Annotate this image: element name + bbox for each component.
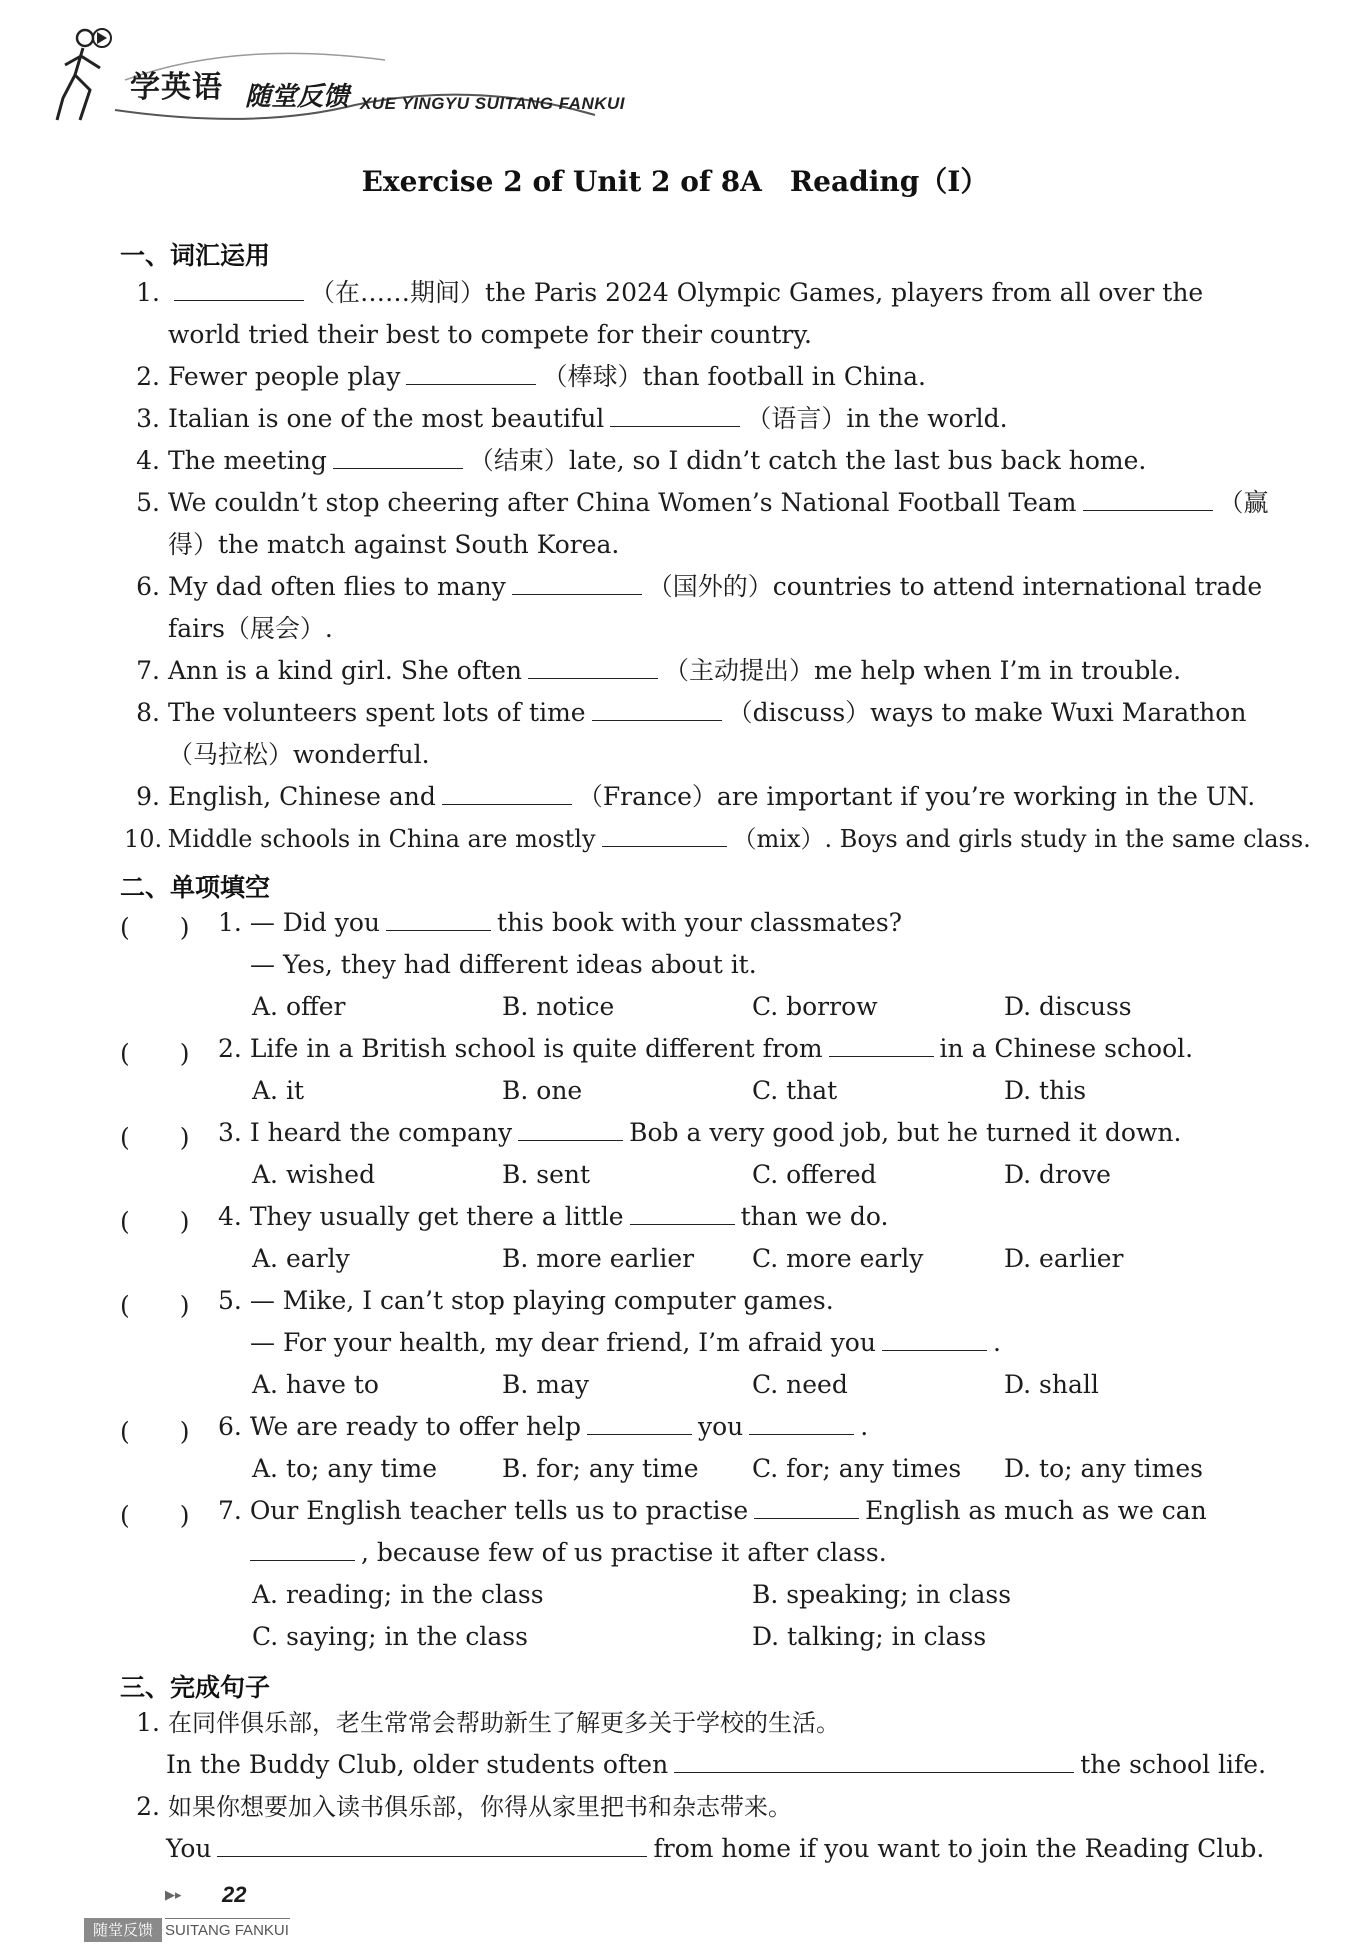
option-b[interactable]: B. may <box>502 1370 589 1399</box>
option-a[interactable]: A. offer <box>252 992 346 1021</box>
option-b[interactable]: B. speaking; in class <box>752 1580 1012 1609</box>
header-logo <box>55 20 695 135</box>
s1-item-2: 2. Fewer people play （棒球）than football in China. <box>136 362 927 391</box>
option-b[interactable]: B. one <box>502 1076 583 1105</box>
section2-heading: 二、单项填空 <box>120 873 271 902</box>
logo-cn-main: 学英语 <box>130 70 223 105</box>
answer-blank[interactable] <box>386 908 491 931</box>
answer-paren[interactable]: ( ) <box>120 1039 190 1068</box>
footer-label-en: SUITANG FANKUI <box>165 1922 289 1939</box>
s3-item-2-en: You from home if you want to join the Reading Club. <box>166 1834 1265 1863</box>
footer-rule <box>165 1918 290 1919</box>
answer-blank[interactable] <box>518 1118 623 1141</box>
s1-item-6: 6. My dad often flies to many （国外的）countries to attend international trade <box>136 572 1263 601</box>
option-c[interactable]: C. that <box>752 1076 838 1105</box>
option-c[interactable]: C. for; any times <box>752 1454 962 1483</box>
option-d[interactable]: D. drove <box>1004 1160 1111 1189</box>
answer-blank[interactable] <box>333 446 463 469</box>
s2-q7: 7. Our English teacher tells us to practise English as much as we can <box>218 1496 1207 1525</box>
logo-en: XUE YINGYU SUITANG FANKUI <box>360 94 626 113</box>
s2-q4: 4. They usually get there a little than we do. <box>218 1202 889 1231</box>
section3-heading: 三、完成句子 <box>120 1673 271 1702</box>
option-a[interactable]: A. wished <box>252 1160 376 1189</box>
s1-item-8-cont: （马拉松）wonderful. <box>168 740 430 769</box>
answer-paren[interactable]: ( ) <box>120 1501 190 1530</box>
option-c[interactable]: C. borrow <box>752 992 878 1021</box>
section1-heading: 一、词汇运用 <box>120 241 271 270</box>
s2-q7-cont: , because few of us practise it after class. <box>250 1538 887 1568</box>
option-d[interactable]: D. discuss <box>1004 992 1132 1021</box>
answer-blank[interactable] <box>592 698 722 721</box>
s1-item-8: 8. The volunteers spent lots of time （discuss）ways to make Wuxi Marathon <box>136 698 1247 727</box>
option-d[interactable]: D. shall <box>1004 1370 1099 1399</box>
option-d[interactable]: D. talking; in class <box>752 1622 987 1651</box>
s2-q2: 2. Life in a British school is quite different from in a Chinese school. <box>218 1034 1194 1063</box>
answer-blank[interactable] <box>610 404 740 427</box>
answer-blank[interactable] <box>217 1834 647 1857</box>
logo-cn-sub: 随堂反馈 <box>245 82 350 112</box>
answer-paren[interactable]: ( ) <box>120 1291 190 1320</box>
option-b[interactable]: B. more earlier <box>502 1244 695 1273</box>
s1-item-1: 1. （在……期间）the Paris 2024 Olympic Games, players from all over the <box>136 278 1204 307</box>
answer-paren[interactable]: ( ) <box>120 1417 190 1446</box>
option-a[interactable]: A. reading; in the class <box>252 1580 544 1609</box>
s1-item-5-cont: 得）the match against South Korea. <box>168 530 620 559</box>
s2-q6: 6. We are ready to offer help you . <box>218 1412 869 1441</box>
answer-blank[interactable] <box>174 278 304 301</box>
answer-blank[interactable] <box>442 782 572 805</box>
answer-blank[interactable] <box>406 362 536 385</box>
s2-q1: 1. — Did you this book with your classmates? <box>218 908 903 937</box>
answer-paren[interactable]: ( ) <box>120 913 190 942</box>
s1-item-7: 7. Ann is a kind girl. She often （主动提出）me help when I’m in trouble. <box>136 656 1182 685</box>
option-a[interactable]: A. early <box>252 1244 350 1273</box>
s3-item-1-cn: 1. 在同伴俱乐部，老生常常会帮助新生了解更多关于学校的生活。 <box>136 1708 840 1737</box>
answer-blank[interactable] <box>512 572 642 595</box>
option-c[interactable]: C. need <box>752 1370 848 1399</box>
footer-label-cn: 随堂反馈 <box>84 1918 162 1942</box>
s2-q5-reply: — For your health, my dear friend, I’m afraid you . <box>250 1328 1001 1357</box>
option-c[interactable]: C. more early <box>752 1244 924 1273</box>
s2-q1-reply: — Yes, they had different ideas about it. <box>250 950 757 979</box>
option-a[interactable]: A. have to <box>252 1370 379 1399</box>
answer-blank[interactable] <box>829 1034 934 1057</box>
s1-item-6-cont: fairs（展会）. <box>168 614 333 643</box>
answer-blank[interactable] <box>630 1202 735 1225</box>
option-b[interactable]: B. sent <box>502 1160 591 1189</box>
answer-blank[interactable] <box>250 1538 355 1561</box>
arrow-icon: ▶▸ <box>165 1888 182 1903</box>
s1-item-5: 5. We couldn’t stop cheering after China Women’s National Football Team （赢 <box>136 488 1269 517</box>
page-number: 22 <box>222 1882 247 1907</box>
s1-item-4: 4. The meeting （结束）late, so I didn’t catch the last bus back home. <box>136 446 1147 475</box>
s1-item-3: 3. Italian is one of the most beautiful （语言）in the world. <box>136 404 1008 433</box>
s1-item-9: 9. English, Chinese and （France）are important if you’re working in the UN. <box>136 782 1256 811</box>
answer-paren[interactable]: ( ) <box>120 1123 190 1152</box>
option-d[interactable]: D. earlier <box>1004 1244 1124 1273</box>
option-b[interactable]: B. notice <box>502 992 615 1021</box>
option-c[interactable]: C. offered <box>752 1160 877 1189</box>
answer-paren[interactable]: ( ) <box>120 1207 190 1236</box>
answer-blank[interactable] <box>528 656 658 679</box>
s2-q5: 5. — Mike, I can’t stop playing computer games. <box>218 1286 834 1315</box>
answer-blank[interactable] <box>602 824 727 847</box>
option-a[interactable]: A. to; any time <box>252 1454 438 1483</box>
s3-item-2-cn: 2. 如果你想要加入读书俱乐部，你得从家里把书和杂志带来。 <box>136 1792 792 1821</box>
answer-blank[interactable] <box>1083 488 1213 511</box>
page-title: Exercise 2 of Unit 2 of 8A Reading（Ⅰ） <box>361 165 989 198</box>
option-b[interactable]: B. for; any time <box>502 1454 699 1483</box>
s3-item-1-en: In the Buddy Club, older students often the school life. <box>166 1750 1267 1779</box>
option-c[interactable]: C. saying; in the class <box>252 1622 528 1651</box>
s1-item-1-cont: world tried their best to compete for their country. <box>168 320 812 349</box>
answer-blank[interactable] <box>754 1496 859 1519</box>
answer-blank[interactable] <box>882 1328 987 1351</box>
option-d[interactable]: D. this <box>1004 1076 1087 1105</box>
answer-blank[interactable] <box>749 1412 854 1435</box>
s2-q3: 3. I heard the company Bob a very good job, but he turned it down. <box>218 1118 1182 1147</box>
option-d[interactable]: D. to; any times <box>1004 1454 1203 1483</box>
answer-blank[interactable] <box>674 1750 1074 1773</box>
option-a[interactable]: A. it <box>252 1076 304 1105</box>
answer-blank[interactable] <box>587 1412 692 1435</box>
s1-item-10: 10. Middle schools in China are mostly （mix）. Boys and girls study in the same class. <box>124 825 1311 853</box>
